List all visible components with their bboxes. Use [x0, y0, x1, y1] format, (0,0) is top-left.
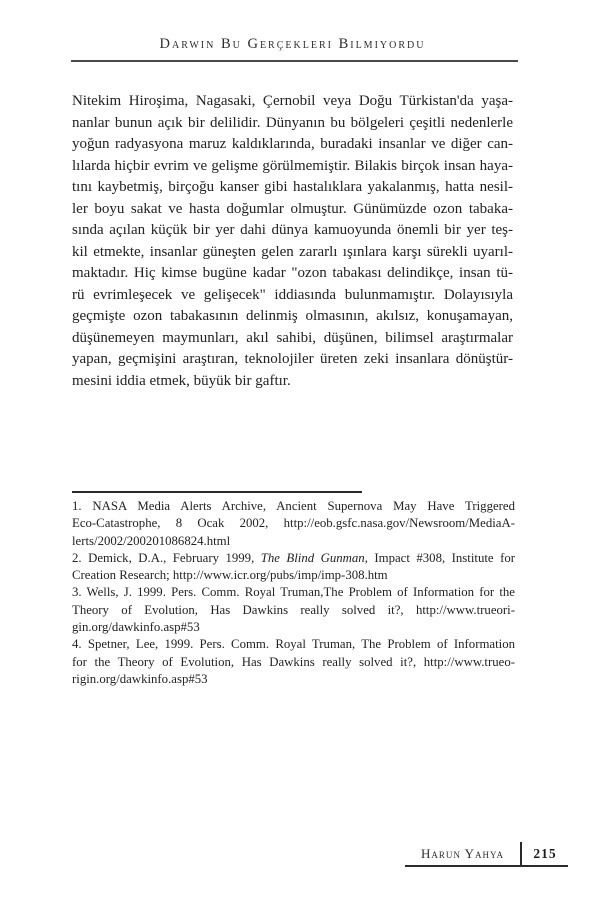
footnote-text: Eco-Catastrophe, 8 Ocak 2002, http://eob.gsfc.nasa.gov/Newsroom/MediaA-: [72, 516, 515, 531]
paragraph-line: sında açılan küçük bir yer dahi dünya kamuoyunda önemli bir yer teş-: [72, 222, 513, 238]
body-paragraph: [72, 91, 513, 392]
page-number: 215: [533, 845, 557, 861]
paragraph-line: Nitekim Hiroşima, Nagasaki, Çernobil veya Doğu Türkistan'da yaşa-: [72, 93, 513, 109]
footnotes-block: [72, 498, 515, 688]
footnote-text: 1. NASA Media Alerts Archive, Ancient Supernova May Have Triggered: [72, 499, 515, 513]
paragraph-line: yapan, geçmişini araştıran, teknolojiler üreten zeki insanlara dönüştür-: [72, 351, 513, 367]
footnote-text: 4. Spetner, Lee, 1999. Pers. Comm. Royal Truman, The Problem of Information: [72, 637, 515, 652]
header-rule: [71, 60, 518, 62]
footnote-separator: [72, 491, 362, 493]
footnote-line: [72, 584, 515, 601]
paragraph-line: tını kaybetmiş, birçoğu kanser gibi hastalıklara yakalanmış, hatta nesil-: [72, 179, 513, 195]
paragraph-line: geçmişte ozon tabakasının delinmiş olmasının, akılsız, konuşamayan,: [72, 308, 513, 324]
footnote-line: [72, 636, 515, 653]
author-name: Harun Yahya: [420, 845, 505, 861]
footnote-text: gin.org/dawkinfo.asp#53: [72, 620, 200, 635]
paragraph-line: mesini iddia etmek, büyük bir gaftır.: [72, 372, 291, 389]
paragraph-line: yoğun radyasyona maruz kaldıklarında, buradaki insanlar ve diğer can-: [72, 136, 513, 152]
footnote-text: for the Theory of Evolution, Has Dawkins really solved it?, http://www.trueo-: [72, 654, 515, 669]
footnote-line: [72, 602, 515, 619]
paragraph-line: nanlar bunun açık bir delilidir. Dünyanın bu bölgeleri çeşitli nedenlerle: [72, 114, 513, 131]
footnote-line: [72, 498, 515, 515]
footnote-text: Creation Research; http://www.icr.org/pubs/imp/imp-308.htm: [72, 568, 388, 583]
paragraph-line: düşünemeyen maymunları, akıl sahibi, düşünen, bilimsel araştırmalar: [72, 329, 513, 346]
footnote-text: Theory of Evolution, Has Dawkins really solved it?, http://www.trueori-: [72, 602, 515, 617]
footnote-line: [72, 567, 515, 584]
footnote-text: , Impact #308, Institute for: [364, 550, 515, 565]
footnote-italic-text: The Blind Gunman: [260, 550, 365, 565]
footnote-line: [72, 550, 515, 567]
paragraph-line: kil etmekte, insanlar güneşten gelen zararlı ışınlara karşı sürekli uyarıl-: [72, 243, 513, 260]
page-footer: [405, 842, 568, 867]
chapter-title: Darwin Bu Gerçekleri Bilmiyordu: [159, 36, 426, 52]
footnote-line: [72, 515, 515, 532]
footnote-text: 2. Demick, D.A., February 1999,: [72, 550, 261, 565]
paragraph-line: ler boyu sakat ve hasta doğumlar olmuştur. Günümüzde ozon tabaka-: [72, 200, 513, 217]
footnote-line: [72, 671, 515, 688]
footnote-line: [72, 533, 515, 550]
footnote-text: rigin.org/dawkinfo.asp#53: [72, 671, 208, 686]
footnote-text: lerts/2002/200201086824.html: [72, 533, 231, 548]
paragraph-line: maktadır. Hiç kimse bugüne kadar "ozon tabakası delindikçe, insan tü-: [72, 265, 513, 281]
footnote-line: [72, 654, 515, 671]
footnote-text: 3. Wells, J. 1999. Pers. Comm. Royal Truman,The Problem of Information for the: [72, 585, 515, 600]
paragraph-line: rü evrimleşecek ve gelişecek" iddiasında bulunmamıştır. Dolayısıyla: [72, 286, 513, 303]
paragraph-line: lılarda hiçbir evrim ve gelişme görülmemiştir. Bilakis birçok insan haya-: [72, 157, 513, 174]
footnote-line: [72, 619, 515, 636]
